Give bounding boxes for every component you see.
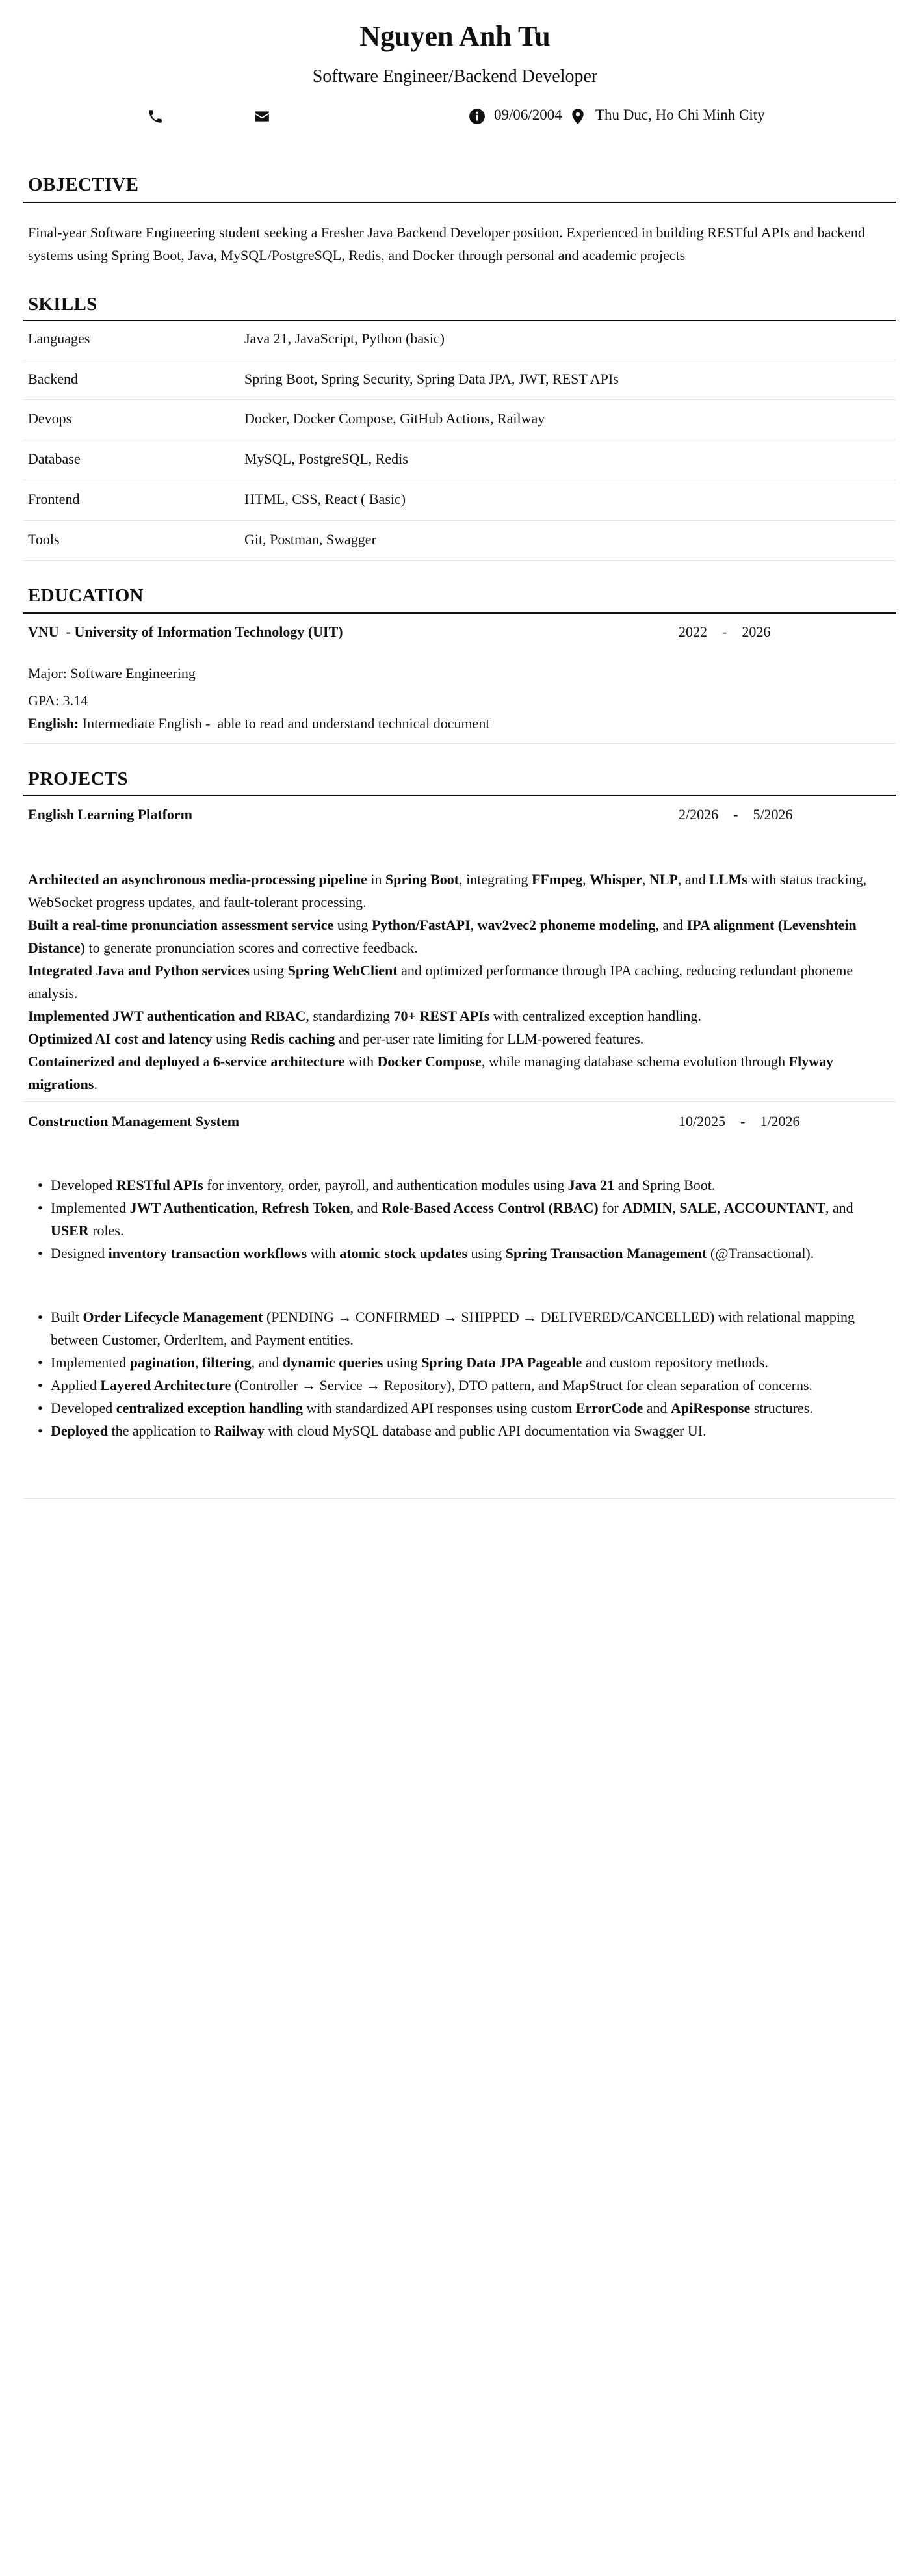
bold-text: Integrated Java and Python services [28,962,250,979]
bold-text: Deployed [51,1423,108,1439]
project-line [28,1005,879,1027]
text: with status tracking, WebSocket progress updates, and fault-tolerant processing. [28,871,867,910]
education-major: Major: Software Engineering [28,665,196,681]
text: Developed [51,1177,116,1193]
text: and custom repository methods. [582,1354,768,1371]
text: , and [350,1200,382,1216]
bold-text: Python/FastAPI [372,917,471,933]
text: Designed [51,1245,109,1261]
text: with cloud MySQL database and public API documentation via Swagger UI. [264,1423,707,1439]
bold-text: Docker Compose [377,1053,482,1070]
bold-text: ADMIN [622,1200,673,1216]
text: , [716,1200,724,1216]
education-dates: 2022 - 2026 [679,624,771,640]
text: with [307,1245,340,1261]
bold-text: RESTful APIs [116,1177,203,1193]
text: and Spring Boot. [614,1177,716,1193]
projects-heading: PROJECTS [28,769,128,789]
bold-text: centralized exception handling [116,1400,304,1416]
list-item [38,1174,883,1196]
skill-value: Spring Boot, Spring Security, Spring Data JPA, JWT, REST APIs [244,371,619,387]
project-line [28,1050,879,1096]
bold-text: IPA alignment (Levenshtein Distance) [28,917,857,956]
bold-text: NLP [649,871,678,887]
text: and [643,1400,671,1416]
text: to generate pronunciation scores and corrective feedback. [84,940,418,956]
phone-icon[interactable] [147,108,164,125]
english-label: English: [28,715,79,731]
text: using [467,1245,506,1261]
candidate-role: Software Engineer/Backend Developer [312,66,598,86]
location: Thu Duc, Ho Chi Minh City [595,107,765,123]
projects-divider [23,795,896,796]
bold-text: Built a real-time pronunciation assessment service [28,917,334,933]
project-line [28,913,879,959]
text: for inventory, order, payroll, and authentication modules using [203,1177,568,1193]
bold-text: wav2vec2 phoneme modeling [477,917,656,933]
text: , integrating [459,871,532,887]
bold-text: Java 21 [567,1177,615,1193]
project-name: English Learning Platform [28,806,193,822]
education-row-divider [23,743,896,744]
objective-divider [23,202,896,203]
text: , [470,917,478,933]
skill-value: HTML, CSS, React ( Basic) [244,491,406,507]
bold-text: USER [51,1222,89,1239]
text: with [344,1053,378,1070]
text: , and [677,871,710,887]
info-icon [469,108,486,125]
text: , [672,1200,680,1216]
skill-label: Devops [28,410,72,427]
skill-value: Docker, Docker Compose, GitHub Actions, Railway [244,410,545,427]
bold-text: ApiResponse [671,1400,751,1416]
skill-label: Backend [28,371,78,387]
text: , and [825,1200,853,1216]
text: using [249,962,288,979]
skill-value: Git, Postman, Swagger [244,531,376,547]
project-bullets [38,1174,883,1265]
text: structures. [750,1400,813,1416]
bold-text: pagination [129,1354,195,1371]
location-pin-icon [569,108,586,125]
education-gpa: GPA: 3.14 [28,692,88,709]
skill-value: MySQL, PostgreSQL, Redis [244,451,408,467]
skill-value: Java 21, JavaScript, Python (basic) [244,330,445,347]
education-heading: EDUCATION [28,585,144,606]
list-item [38,1242,883,1265]
list-item [38,1196,883,1242]
skill-row-divider [23,399,896,400]
project-line [28,1027,879,1050]
text: , standardizing [306,1008,394,1024]
bold-text: Order Lifecycle Management [83,1309,263,1325]
bold-text: inventory transaction workflows [108,1245,307,1261]
bold-text: Containerized and deployed [28,1053,200,1070]
text: , and [251,1354,283,1371]
bold-text: Whisper [590,871,642,887]
text: Implemented [51,1354,130,1371]
date-of-birth: 09/06/2004 [494,107,562,123]
bold-text: 70+ REST APIs [393,1008,490,1024]
text: , [582,871,590,887]
list-item [38,1374,883,1397]
list-item [38,1397,883,1419]
text: and optimized performance through IPA caching, reducing redundant phoneme analysis. [28,962,853,1001]
bold-text: JWT Authentication [129,1200,255,1216]
bold-text: atomic stock updates [339,1245,468,1261]
text: (@Transactional). [707,1245,814,1261]
bold-text: ACCOUNTANT [723,1200,826,1216]
skill-label: Database [28,451,81,467]
list-item [38,1306,883,1351]
skill-label: Languages [28,330,90,347]
list-item [38,1419,883,1442]
skills-heading: SKILLS [28,294,98,315]
education-english [28,712,873,735]
bold-text: SALE [679,1200,717,1216]
text: , [194,1354,202,1371]
english-value: Intermediate English - able to read and understand technical document [79,715,490,731]
project-name: Construction Management System [28,1113,240,1129]
text: , [254,1200,262,1216]
candidate-name: Nguyen Anh Tu [359,20,551,52]
text: Built [51,1309,83,1325]
text: for [598,1200,623,1216]
text: roles. [88,1222,124,1239]
list-item [38,1351,883,1374]
education-divider [23,612,896,614]
text: with standardized API responses using custom [303,1400,576,1416]
project-divider [23,1498,896,1499]
bold-text: ErrorCode [575,1400,644,1416]
project-divider [23,1101,896,1102]
text: Developed [51,1400,116,1416]
bold-text: filtering [202,1354,252,1371]
skill-row-divider [23,560,896,561]
project-description [28,868,879,1096]
text: a [200,1053,213,1070]
bold-text: Implemented JWT authentication and RBAC [28,1008,306,1024]
skills-divider [23,320,896,321]
bold-text: Architected an asynchronous media-processing pipeline [28,871,367,887]
project-dates: 10/2025 - 1/2026 [679,1113,800,1129]
bold-text: LLMs [709,871,748,887]
skill-label: Frontend [28,491,80,507]
text: with centralized exception handling. [489,1008,701,1024]
text: Applied [51,1377,101,1393]
text: the application to [108,1423,214,1439]
bold-text: FFmpeg [531,871,583,887]
text: . [94,1076,98,1092]
objective-heading: OBJECTIVE [28,174,139,195]
project-line [28,868,879,913]
bold-text: Flyway migrations [28,1053,834,1092]
skill-label: Tools [28,531,60,547]
bold-text: Role-Based Access Control (RBAC) [381,1200,599,1216]
bold-text: Spring Boot [385,871,460,887]
bold-text: Spring WebClient [287,962,398,979]
skill-row-divider [23,520,896,521]
text: , while managing database schema evolution through [481,1053,789,1070]
bold-text: Railway [214,1423,265,1439]
project-dates: 2/2026 - 5/2026 [679,806,793,822]
bold-text: 6-service architecture [213,1053,345,1070]
text: Implemented [51,1200,130,1216]
school-name: VNU - University of Information Technology (UIT) [28,624,343,640]
text: in [367,871,386,887]
text: using [212,1031,251,1047]
objective-text: Final-year Software Engineering student seeking a Fresher Java Backend Developer position. Experienced in building RESTful APIs and backend systems using Spring Boot, Java, MySQL/PostgreSQL, Redis, and Docker through personal and academic projects [28,224,865,263]
text: using [383,1354,422,1371]
bold-text: Layered Architecture [100,1377,231,1393]
text: , and [655,917,687,933]
text: and per-user rate limiting for LLM-powered features. [335,1031,644,1047]
text: (PENDING → CONFIRMED → SHIPPED → DELIVERED/CANCELLED) with relational mapping between Customer, OrderItem, and Payment entities. [51,1309,855,1348]
bold-text: dynamic queries [282,1354,384,1371]
bold-text: Spring Transaction Management [505,1245,707,1261]
project-line [28,959,879,1005]
bold-text: Spring Data JPA Pageable [421,1354,582,1371]
bold-text: Optimized AI cost and latency [28,1031,213,1047]
text: (Controller → Service → Repository), DTO pattern, and MapStruct for clean separation of concerns. [231,1377,813,1393]
envelope-icon[interactable] [254,108,270,125]
bold-text: Redis caching [250,1031,335,1047]
bold-text: Refresh Token [261,1200,350,1216]
text: , [642,871,649,887]
project-bullets [38,1306,883,1442]
text: using [333,917,372,933]
